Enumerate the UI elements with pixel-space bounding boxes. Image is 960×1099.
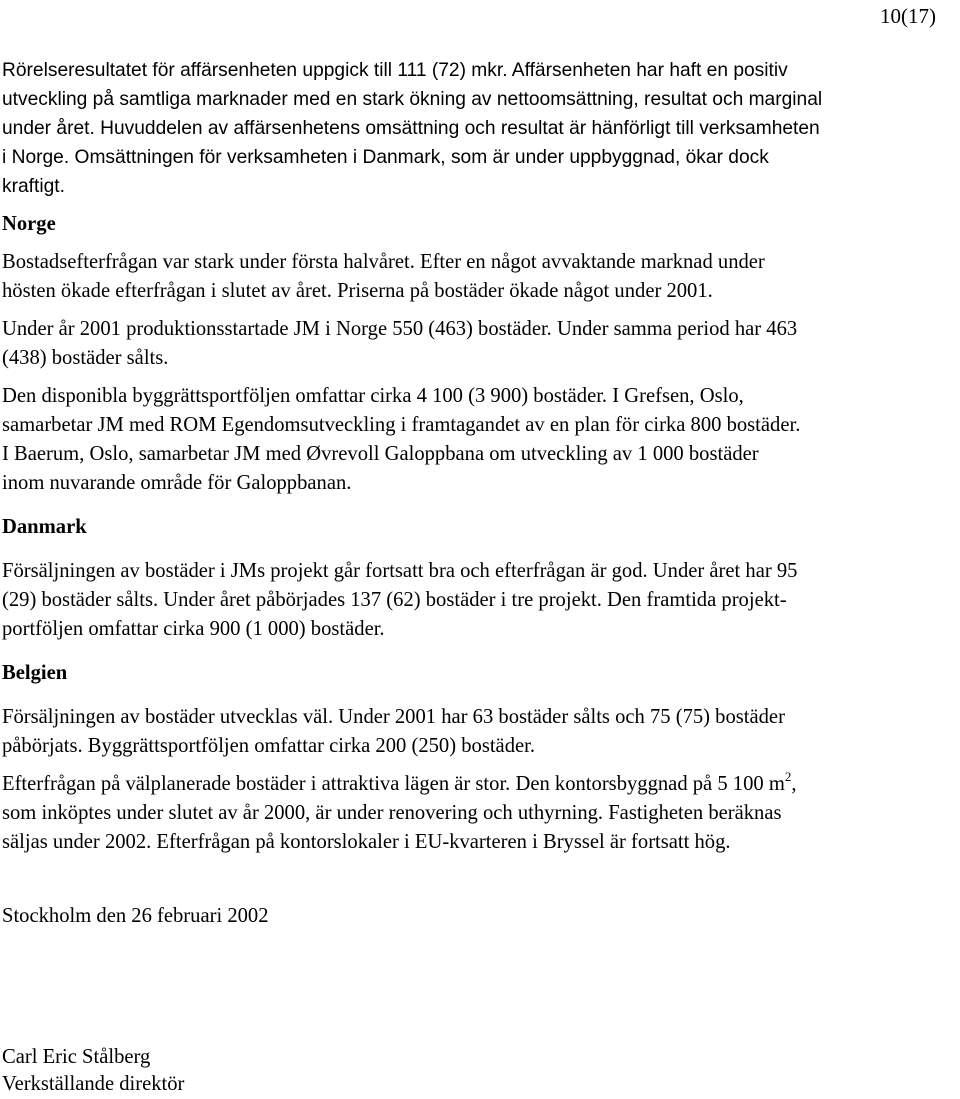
signature-title: Verkställande direktör	[2, 1073, 185, 1095]
norge-paragraph-demand: Bostadsefterfrågan var stark under första halvåret. Efter en något avvaktande marknad under hösten ökade efterfrågan i slutet av året. Priserna på bostäder ökade något under 2001.	[2, 251, 765, 302]
signature-name: Carl Eric Stålberg	[2, 1046, 151, 1068]
danmark-paragraph-sales: Försäljningen av bostäder i JMs projekt går fortsatt bra och efterfrågan är god. Under året har 95 (29) bostäder sålts. Under året påbörjades 137 (62) bostäder i tre projekt. Den framtida projekt- portföljen omfattar cirka 900 (1 000) bostäder.	[2, 560, 798, 640]
section-heading-danmark: Danmark	[2, 516, 87, 538]
document-body	[2, 56, 952, 857]
intro-paragraph: Rörelseresultatet för affärsenheten uppgick till 111 (72) mkr. Affärsenheten har haft en positiv utveckling på samtliga marknader med en stark ökning av nettoomsättning, resultat och marginal under året. Huvuddelen av affärsenhetens omsättning och resultat är hänförligt till verksamheten i Norge. Omsättningen för verksamheten i Danmark, som är under uppbyggnad, ökar dock kraftigt.	[2, 60, 823, 197]
belgien-paragraph-sales: Försäljningen av bostäder utvecklas väl. Under 2001 har 63 bostäder sålts och 75 (75) bostäder påbörjats. Byggrättsportföljen omfattar cirka 200 (250) bostäder.	[2, 706, 785, 757]
section-heading-belgien: Belgien	[2, 662, 68, 684]
section-heading-norge: Norge	[2, 213, 56, 235]
square-meter-superscript: 2	[784, 769, 792, 784]
belgien-office-text-start: Efterfrågan på välplanerade bostäder i attraktiva lägen är stor. Den kontorsbyggnad på 5 100 m	[2, 773, 785, 795]
norge-paragraph-portfolio: Den disponibla byggrättsportföljen omfattar cirka 4 100 (3 900) bostäder. I Grefsen, Oslo, samarbetar JM med ROM Egendomsutveckling i framtagandet av en plan för cirka 800 bostäder. I Baerum, Oslo, samarbetar JM med Øvrevoll Galoppbana om utveckling av 1 000 bostäder inom nuvarande område för Galoppbanan.	[2, 385, 801, 494]
signature-place-date: Stockholm den 26 februari 2002	[2, 905, 269, 927]
page-number: 10(17)	[880, 4, 936, 28]
norge-paragraph-production: Under år 2001 produktionsstartade JM i Norge 550 (463) bostäder. Under samma period har 463 (438) bostäder sålts.	[2, 318, 798, 369]
belgien-office-text-end: , som inköptes under slutet av år 2000, är under renovering och uthyrning. Fastigheten beräknas säljas under 2002. Efterfrågan på kontorslokaler i EU-kvarteren i Bryssel är fortsatt hög.	[2, 773, 797, 853]
belgien-paragraph-office	[2, 770, 952, 857]
